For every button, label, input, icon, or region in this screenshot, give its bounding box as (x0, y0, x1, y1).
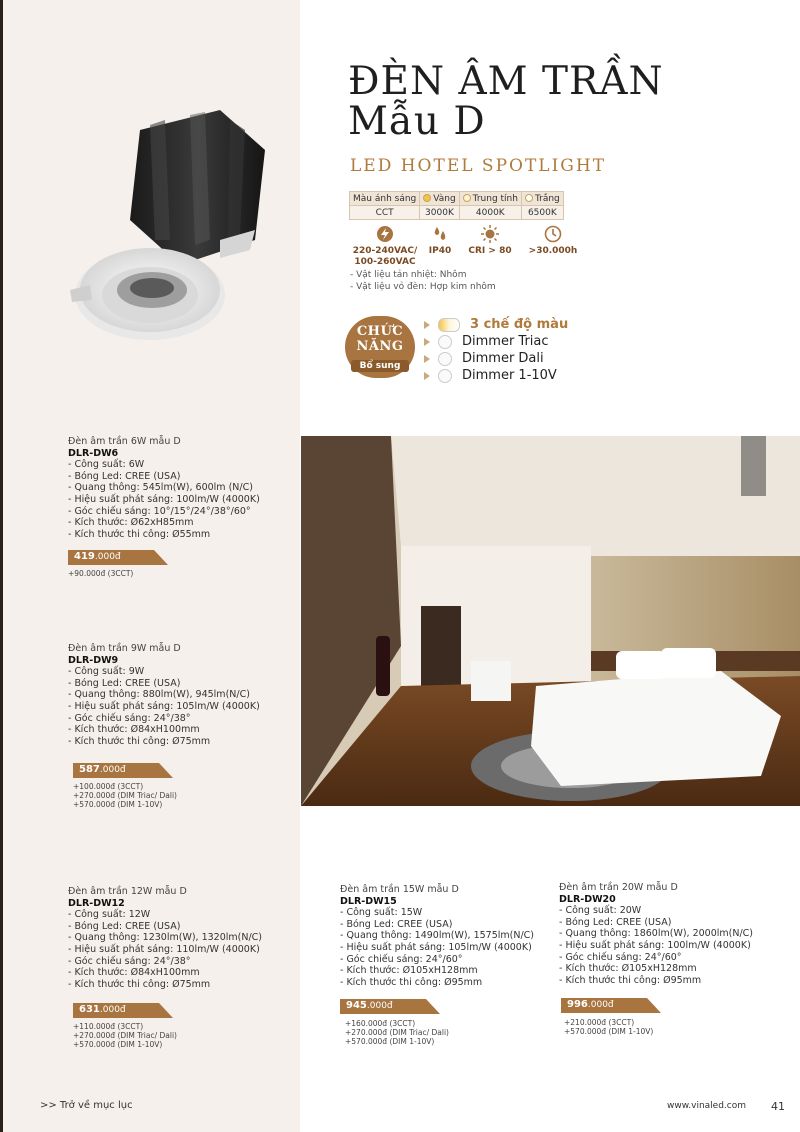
arrow-icon (424, 355, 430, 363)
product-image (70, 90, 270, 360)
product-dlr-dw12: Đèn âm trần 12W mẫu D DLR-DW12 - Công suất: 12W - Bóng Led: CREE (USA) - Quang thông: 1230lm(W), 1320lm(N/C) - Hiệu suất phát sáng: 110lm/W (4000K) - Góc chiếu sáng: 24°/38° - Kích thước: Ø84xH100mm - Kích thước thi công: Ø75mm (68, 886, 263, 990)
price-tag: 996.000đ (561, 998, 661, 1013)
product-code: DLR-DW15 (340, 895, 397, 907)
water-drops-icon (431, 225, 449, 243)
clock-icon (544, 225, 562, 243)
page-title (348, 59, 664, 144)
table-header-cct: CCT (350, 206, 420, 220)
price-extras: +160.000đ (3CCT) +270.000đ (DIM Triac/ Dali) +570.000đ (DIM 1-10V) (345, 1019, 449, 1046)
product-dlr-dw6: Đèn âm trần 6W mẫu D DLR-DW6 - Công suất: 6W - Bóng Led: CREE (USA) - Quang thông: 545lm(W), 600lm (N/C) - Hiệu suất phát sáng: 100lm/W (4000K) - Góc chiếu sáng: 10°/15°/24°/38°/60° - Kích thước: Ø62xH85mm - Kích thước thi công: Ø55mm (68, 436, 260, 540)
feature-dimmer-dali: Dimmer Dali (438, 351, 544, 366)
neutral-dot-icon (463, 194, 471, 202)
price-extras: +110.000đ (3CCT) +270.000đ (DIM Triac/ Dali) +570.000đ (DIM 1-10V) (73, 1022, 177, 1049)
table-cell-warm: Vàng (420, 192, 459, 206)
material-heatsink: - Vật liệu tản nhiệt: Nhôm (350, 270, 467, 280)
spec-voltage: 220-240VAC/ 100-260VAC (350, 225, 420, 268)
product-code: DLR-DW12 (68, 897, 125, 909)
website-link[interactable]: www.vinaled.com (667, 1101, 746, 1111)
badge-sub-label: Bổ sung (351, 360, 409, 372)
title-line-1: ĐÈN ÂM TRẦN (348, 59, 664, 104)
feature-dimmer-triac: Dimmer Triac (438, 334, 549, 349)
product-dlr-dw20: Đèn âm trần 20W mẫu D DLR-DW20 - Công suất: 20W - Bóng Led: CREE (USA) - Quang thông: 1860lm(W), 2000lm(N/C) - Hiệu suất phát sáng: 100lm/W (4000K) - Góc chiếu sáng: 24°/60° - Kích thước: Ø105xH128mm - Kích thước thi công: Ø95mm (559, 882, 754, 986)
product-code: DLR-DW9 (68, 654, 119, 666)
table-cell-6500k: 6500K (521, 206, 563, 220)
white-dot-icon (525, 194, 533, 202)
function-badge: CHỨC NĂNG Bổ sung (345, 316, 415, 378)
product-code: DLR-DW20 (559, 893, 616, 905)
hotel-room-photo (301, 436, 800, 806)
spec-lifetime: >30.000h (528, 225, 578, 256)
feature-3-color-modes: 3 chế độ màu (438, 317, 568, 332)
product-code: DLR-DW6 (68, 447, 119, 459)
price-extras: +100.000đ (3CCT) +270.000đ (DIM Triac/ Dali) +570.000đ (DIM 1-10V) (73, 782, 177, 809)
sun-icon (480, 225, 500, 243)
color-temperature-table (349, 191, 564, 220)
table-cell-4000k: 4000K (459, 206, 521, 220)
dimmer-icon (438, 335, 452, 349)
table-cell-neutral: Trung tính (459, 192, 521, 206)
feature-dimmer-1-10v: Dimmer 1-10V (438, 368, 557, 383)
dimmer-icon (438, 369, 452, 383)
price-tag: 631.000đ (73, 1003, 173, 1018)
price-tag: 419.000đ (68, 550, 168, 565)
color-modes-icon (438, 318, 460, 332)
page-number: 41 (771, 1100, 785, 1113)
arrow-icon (424, 338, 430, 346)
dimmer-icon (438, 352, 452, 366)
material-housing: - Vật liệu vỏ đèn: Hợp kim nhôm (350, 282, 496, 292)
spec-cri: CRI > 80 (467, 225, 513, 256)
arrow-icon (424, 372, 430, 380)
price-extras: +90.000đ (3CCT) (68, 569, 134, 578)
price-tag: 945.000đ (340, 999, 440, 1014)
product-dlr-dw15: Đèn âm trần 15W mẫu D DLR-DW15 - Công suất: 15W - Bóng Led: CREE (USA) - Quang thông: 1490lm(W), 1575lm(N/C) - Hiệu suất phát sáng: 105lm/W (4000K) - Góc chiếu sáng: 24°/60° - Kích thước: Ø105xH128mm - Kích thước thi công: Ø95mm (340, 884, 535, 988)
table-header-color: Màu ánh sáng (350, 192, 420, 206)
product-dlr-dw9: Đèn âm trần 9W mẫu D DLR-DW9 - Công suất: 9W - Bóng Led: CREE (USA) - Quang thông: 880lm(W), 945lm(N/C) - Hiệu suất phát sáng: 105lm/W (4000K) - Góc chiếu sáng: 24°/38° - Kích thước: Ø84xH100mm - Kích thước thi công: Ø75mm (68, 643, 260, 747)
warm-dot-icon (423, 194, 431, 202)
table-cell-white: Trắng (521, 192, 563, 206)
price-extras: +210.000đ (3CCT) +570.000đ (DIM 1-10V) (564, 1018, 654, 1036)
subtitle: LED HOTEL SPOTLIGHT (350, 156, 607, 176)
table-cell-3000k: 3000K (420, 206, 459, 220)
title-line-2: Mẫu D (348, 99, 486, 144)
back-to-contents-link[interactable]: >> Trở về mục lục (40, 1100, 133, 1111)
lightning-icon (376, 225, 394, 243)
edge-strip (0, 0, 3, 1132)
spec-ip: IP40 (425, 225, 455, 256)
price-tag: 587.000đ (73, 763, 173, 778)
arrow-icon (424, 321, 430, 329)
